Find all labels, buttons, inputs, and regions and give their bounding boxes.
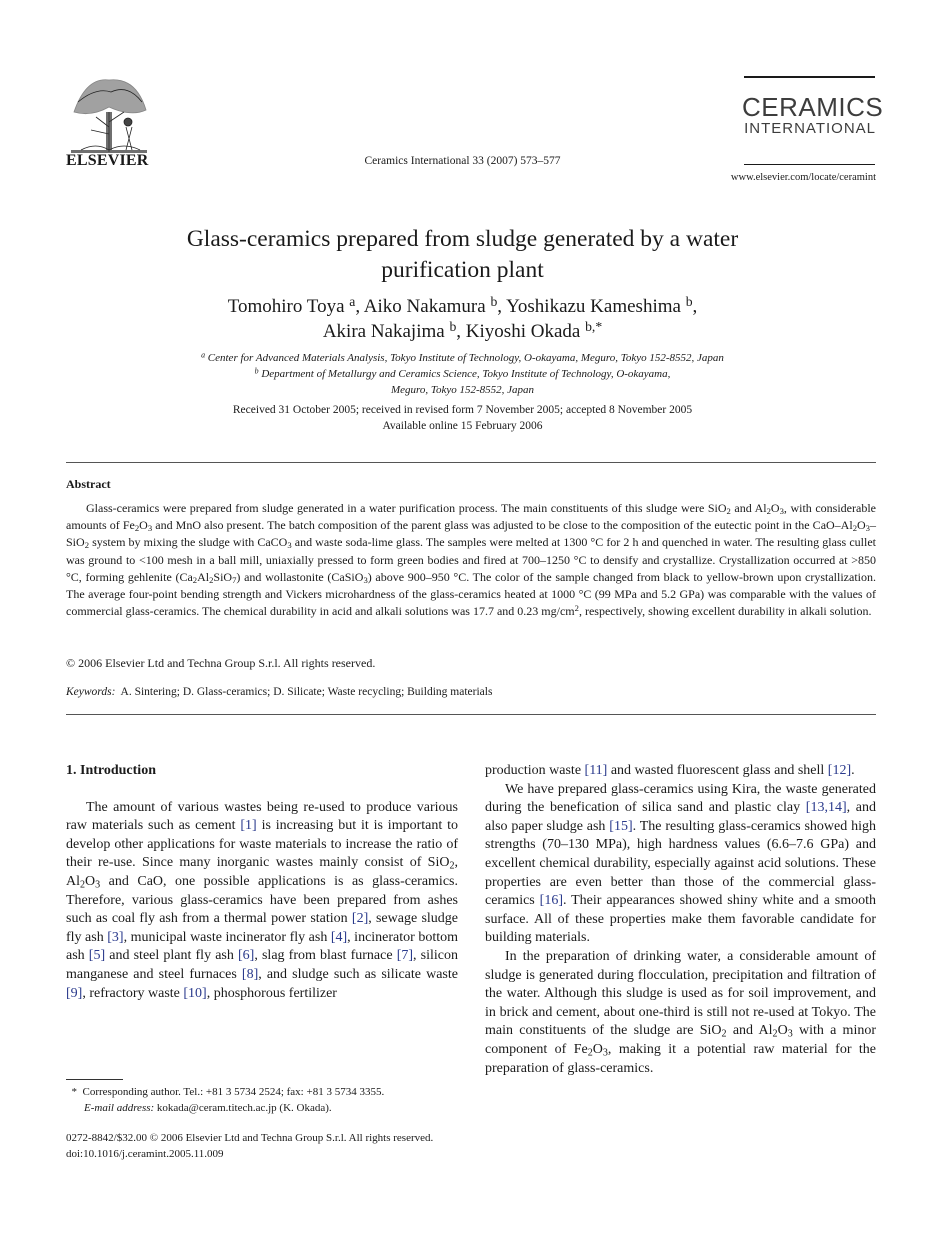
citation-link[interactable]: [12] — [827, 763, 852, 778]
author-name[interactable]: Tomohiro Toya — [227, 296, 345, 317]
body-column-left — [66, 762, 458, 1003]
bottom-info — [66, 1130, 566, 1162]
title-line2: purification plant — [381, 257, 544, 283]
author-affil-sup: b — [685, 293, 693, 309]
journal-citation: Ceramics International 33 (2007) 573–577 — [364, 155, 561, 167]
citation-link[interactable]: [3] — [107, 929, 124, 945]
author-affil-sup: b — [490, 293, 498, 309]
article-title — [120, 224, 805, 286]
brand-line1: CERAMICS — [742, 92, 884, 122]
citation-link[interactable]: [15] — [609, 818, 633, 834]
section-heading: 1. Introduction — [66, 763, 156, 778]
citation-link[interactable]: [2] — [351, 911, 369, 927]
body-paragraph: The amount of various wastes being re-used to produce various raw materials such as cement [1] is increasing but it is important to develop other applications for waste materials to increase the ratio of their re-use. Since many inorganic wastes mainly consist of SiO$_2$, $Al_2O_3$ and CaO, one possible applications is as glass-ceramics. Therefore, various glass-ceramics have been prepared from ashes such as coal fly ash from a thermal power station [2], sewage sludge fly ash [3], municipal waste incinerator fly ash [4], incinerator bottom ash [5] and steel plant fly ash [6], slag from blast furnace [7], silicon manganese and steel furnaces [8], and sludge such as silicate waste [9], refractory waste [10], phosphorous fertilizer — [66, 799, 458, 1001]
issn-line: 0272-8842/$32.00 © 2006 Elsevier Ltd and Techna Group S.r.l. All rights reserved. — [66, 1132, 434, 1144]
citation-link[interactable]: [9] — [66, 985, 83, 1001]
citation-link[interactable]: [7] — [396, 948, 414, 964]
author-name[interactable]: Aiko Nakamura — [363, 296, 486, 317]
citation-link[interactable]: [4] — [330, 929, 348, 945]
author-affil-sup: a — [349, 293, 356, 309]
journal-brand — [742, 92, 884, 138]
doi-link[interactable]: doi:10.1016/j.ceramint.2005.11.009 — [66, 1148, 224, 1160]
keywords-line — [66, 686, 876, 698]
journal-url-link[interactable]: www.elsevier.com/locate/ceramint — [730, 172, 876, 183]
brand-line2: INTERNATIONAL — [744, 120, 876, 137]
article-dates — [120, 402, 805, 434]
brand-top-rule — [744, 76, 875, 78]
elsevier-tree-logo-icon — [66, 72, 152, 156]
author-list: Tomohiro Toya $^a$, Aiko Nakamura $^b$, Yoshikazu Kameshima $^b$, Akira Nakajima $^b$, Kiyoshi Okada $^{b,*}$ — [227, 293, 698, 342]
abstract-body: Glass-ceramics were prepared from sludge generated in a water purification process. The main constituents of this sludge were SiO$_2$ and $Al_2O_3$, with considerable amounts of $Fe_2O_3$ and MnO also present. The batch composition of the parent glass was adjusted to be close to the composition of the eutectic point in the CaO–$Al_2O_3-SiO_2$ system by mixing the sludge with CaCO$_3$ and waste soda-lime glass. The samples were melted at 1300 °C for 2 h and quenched in water. The resulting glass cullet was ground to <100 mesh in a ball mill, uniaxially pressed to form green bodies and fired at 700–1250 °C to densify and crystallize. Crystallization occurred at >850 °C, forming gehlenite $(Ca_2Al_2SiO_7)$ and wollastonite (CaSiO$_3$) above 900–950 °C. The color of the sample changed from black to yellow-brown upon crystallization. The average four-point bending strength and Vickers microhardness of the glass-ceramics heated at 1000 °C (99 MPa and 5.2 GPa) was comparable with the values of commercial glass-ceramics. The chemical durability in acid and alkali solutions was 17.7 and 0.23 $mg/cm^2$, respectively, showing excellent durability in alkali solution. — [66, 501, 876, 619]
author-name[interactable]: Akira Nakajima — [322, 321, 445, 342]
divider-top — [66, 462, 876, 463]
affil-a-sup: a — [201, 350, 206, 360]
affiliation-b-line2: Meguro, Tokyo 152-8552, Japan — [390, 384, 535, 396]
brand-bottom-rule — [744, 164, 875, 165]
publisher-name: ELSEVIER — [66, 152, 149, 169]
body-paragraph: production waste [11] and wasted fluorescent glass and shell [12]. — [485, 763, 855, 778]
citation-link[interactable]: [16] — [539, 893, 563, 909]
citation-link[interactable]: [13,14] — [805, 800, 847, 816]
author-name[interactable]: Yoshikazu Kameshima — [506, 296, 681, 317]
affil-b-sup: b — [254, 366, 259, 376]
citation-link[interactable]: [8] — [241, 966, 259, 982]
citation-link[interactable]: [11] — [584, 763, 608, 778]
citation-link[interactable]: [5] — [88, 948, 106, 964]
citation-link[interactable]: [1] — [240, 818, 257, 834]
divider-bottom — [66, 714, 876, 715]
available-online: Available online 15 February 2006 — [382, 420, 543, 432]
footnote-marker: * — [71, 1086, 77, 1098]
affiliations — [120, 350, 805, 398]
footnote-rule — [66, 1079, 123, 1080]
author-affil-sup: b,* — [585, 318, 603, 334]
citation-link[interactable]: [10] — [183, 985, 207, 1001]
email-label: E-mail address: — [84, 1102, 155, 1114]
received-dates: Received 31 October 2005; received in revised form 7 November 2005; accepted 8 November 2005 — [232, 404, 693, 416]
corresponding-author: Corresponding author. Tel.: +81 3 5734 2524; fax: +81 3 5734 3355. — [82, 1086, 385, 1098]
keywords-text: A. Sintering; D. Glass-ceramics; D. Silicate; Waste recycling; Building materials — [120, 686, 493, 698]
affiliation-a: Center for Advanced Materials Analysis, Tokyo Institute of Technology, O-okayama, Meguro, Tokyo 152-8552, Japan — [207, 352, 724, 364]
author-affil-sup: b — [449, 318, 457, 334]
footnote — [66, 1084, 458, 1116]
citation-link[interactable]: [6] — [238, 948, 255, 964]
abstract-copyright: © 2006 Elsevier Ltd and Techna Group S.r.l. All rights reserved. — [66, 656, 376, 670]
email-link[interactable]: kokada@ceram.titech.ac.jp (K. Okada). — [156, 1102, 332, 1114]
body-paragraph: In the preparation of drinking water, a considerable amount of sludge is generated during flocculation, precipitation and filtration of the water. Although this sludge is used as for soil improvement, and in brick and cement, about one-third is still not re-used at Tokyo. The main constituents of the sludge are SiO$_2$ and $Al_2O_3$ with a minor component of $Fe_2O_3$, making it a potential raw material for the preparation of glass-ceramics. — [485, 948, 877, 1076]
author-name[interactable]: Kiyoshi Okada — [465, 321, 581, 342]
affiliation-b-line1: Department of Metallurgy and Ceramics Science, Tokyo Institute of Technology, O-okayama, — [261, 368, 671, 380]
abstract-heading: Abstract — [66, 477, 111, 491]
keywords-label: Keywords: — [66, 686, 116, 698]
title-line1: Glass-ceramics prepared from sludge generated by a water — [186, 226, 739, 252]
body-column-right — [485, 762, 876, 1078]
body-paragraph: We have prepared glass-ceramics using Kira, the waste generated during the benefication of silica sand and plastic clay [13,14], and also paper sludge ash [15]. The resulting glass-ceramics showed high strengths (70–130 MPa), high hardness values (6.6–7.6 GPa) and excellent chemical durability, especially against acid solutions. These properties are even better than those of the commercial glass-ceramics [16]. Their appearances showed shiny white and a smooth surface. All of these properties make them favorable candidate for building materials. — [485, 781, 877, 946]
